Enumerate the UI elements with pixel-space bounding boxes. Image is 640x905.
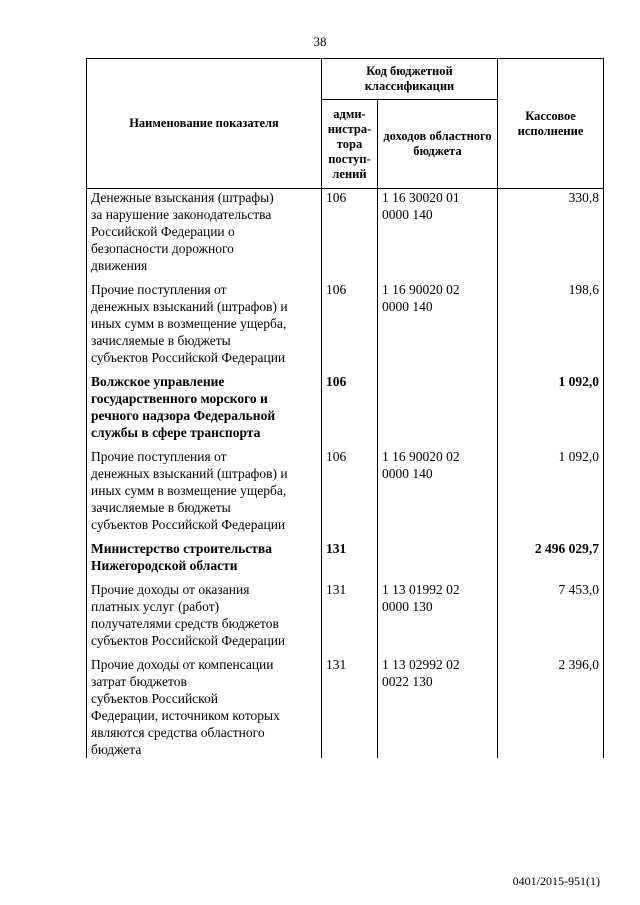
administrator-code-cell: 131 xyxy=(322,649,378,758)
indicator-name-line: зачисляемые в бюджеты xyxy=(91,333,231,348)
income-code-line: 0000 140 xyxy=(382,299,433,314)
indicator-name-line: службы в сфере транспорта xyxy=(91,425,261,440)
cash-execution-cell: 7 453,0 xyxy=(498,574,604,649)
indicator-name-cell xyxy=(87,574,322,649)
document-code: 0401/2015-951(1) xyxy=(512,874,600,888)
income-code-line: 0000 140 xyxy=(382,466,433,481)
table-body xyxy=(87,189,604,759)
indicator-name-line: Нижегородской области xyxy=(91,558,238,573)
indicator-name-line: субъектов Российской Федерации xyxy=(91,633,286,648)
indicator-name-line: бюджета xyxy=(91,742,142,757)
table-row xyxy=(87,574,604,649)
indicator-name-line: за нарушение законодательства xyxy=(91,207,272,222)
income-code-line: 1 16 90020 02 xyxy=(382,449,460,464)
budget-code-group-header: Код бюджетной классификации xyxy=(322,59,498,100)
income-code-line: 0022 130 xyxy=(382,674,433,689)
table-row xyxy=(87,649,604,758)
table-row xyxy=(87,533,604,574)
income-code-cell xyxy=(378,189,498,275)
income-code-line: 0000 140 xyxy=(382,207,433,222)
income-code-cell xyxy=(378,649,498,758)
indicator-name-line: субъектов Российской Федерации xyxy=(91,517,286,532)
income-code-line: 1 13 02992 02 xyxy=(382,657,460,672)
indicator-name-line: речного надзора Федеральной xyxy=(91,408,276,423)
table-row xyxy=(87,189,604,275)
cash-execution-cell: 2 496 029,7 xyxy=(498,533,604,574)
indicator-name-line: Прочие поступления от xyxy=(91,449,227,464)
indicator-name-line: Российской Федерации о xyxy=(91,224,235,239)
indicator-name-line: зачисляемые в бюджеты xyxy=(91,500,231,515)
indicator-name-cell xyxy=(87,649,322,758)
indicator-name-line: денежных взысканий (штрафов) и xyxy=(91,299,288,314)
table-header xyxy=(87,59,604,189)
indicator-name-cell xyxy=(87,274,322,366)
indicator-name-line: являются средства областного xyxy=(91,725,265,740)
income-code-cell xyxy=(378,533,498,574)
indicator-name-line: иных сумм в возмещение ущерба, xyxy=(91,483,287,498)
cash-execution-cell: 1 092,0 xyxy=(498,441,604,533)
cash-execution-cell: 330,8 xyxy=(498,189,604,275)
cash-execution-header: Кассовое исполнение xyxy=(498,59,604,189)
indicator-name-cell xyxy=(87,189,322,275)
indicator-name-line: Прочие доходы от оказания xyxy=(91,582,250,597)
income-code-header: доходов областного бюджета xyxy=(378,100,498,189)
indicator-name-line: субъектов Российской Федерации xyxy=(91,350,286,365)
indicator-name-line: Прочие доходы от компенсации xyxy=(91,657,274,672)
indicator-name-line: субъектов Российской xyxy=(91,691,219,706)
income-code-line: 0000 130 xyxy=(382,599,433,614)
income-code-cell xyxy=(378,574,498,649)
indicator-name-line: Прочие поступления от xyxy=(91,282,227,297)
income-code-cell xyxy=(378,366,498,441)
indicator-name-cell xyxy=(87,441,322,533)
indicator-name-line: безопасности дорожного xyxy=(91,241,234,256)
administrator-code-cell: 106 xyxy=(322,441,378,533)
indicator-name-line: затрат бюджетов xyxy=(91,674,187,689)
income-code-line: 1 13 01992 02 xyxy=(382,582,460,597)
indicator-name-header: Наименование показателя xyxy=(87,59,322,189)
cash-execution-cell: 1 092,0 xyxy=(498,366,604,441)
page-number: 38 xyxy=(313,34,327,49)
administrator-code-cell: 131 xyxy=(322,533,378,574)
table-row xyxy=(87,366,604,441)
indicator-name-line: движения xyxy=(91,258,148,273)
administrator-code-cell: 106 xyxy=(322,366,378,441)
cash-execution-cell: 2 396,0 xyxy=(498,649,604,758)
indicator-name-cell xyxy=(87,533,322,574)
indicator-name-line: государственного морского и xyxy=(91,391,268,406)
indicator-name-line: платных услуг (работ) xyxy=(91,599,220,614)
indicator-name-line: денежных взысканий (штрафов) и xyxy=(91,466,288,481)
income-code-cell xyxy=(378,441,498,533)
indicator-name-line: Министерство строительства xyxy=(91,541,272,556)
income-code-cell xyxy=(378,274,498,366)
table-row xyxy=(87,441,604,533)
income-code-line: 1 16 90020 02 xyxy=(382,282,460,297)
administrator-code-cell: 131 xyxy=(322,574,378,649)
indicator-name-line: иных сумм в возмещение ущерба, xyxy=(91,316,287,331)
administrator-code-header: адми-нистра-тора поступ-лений xyxy=(322,100,378,189)
cash-execution-cell: 198,6 xyxy=(498,274,604,366)
indicator-name-cell xyxy=(87,366,322,441)
indicator-name-line: Федерации, источником которых xyxy=(91,708,280,723)
indicator-name-line: Волжское управление xyxy=(91,374,225,389)
administrator-code-cell: 106 xyxy=(322,189,378,275)
indicator-name-line: Денежные взыскания (штрафы) xyxy=(91,190,274,205)
table-row xyxy=(87,274,604,366)
income-code-line: 1 16 30020 01 xyxy=(382,190,460,205)
indicator-name-line: получателями средств бюджетов xyxy=(91,616,279,631)
budget-table xyxy=(86,58,604,758)
administrator-code-cell: 106 xyxy=(322,274,378,366)
